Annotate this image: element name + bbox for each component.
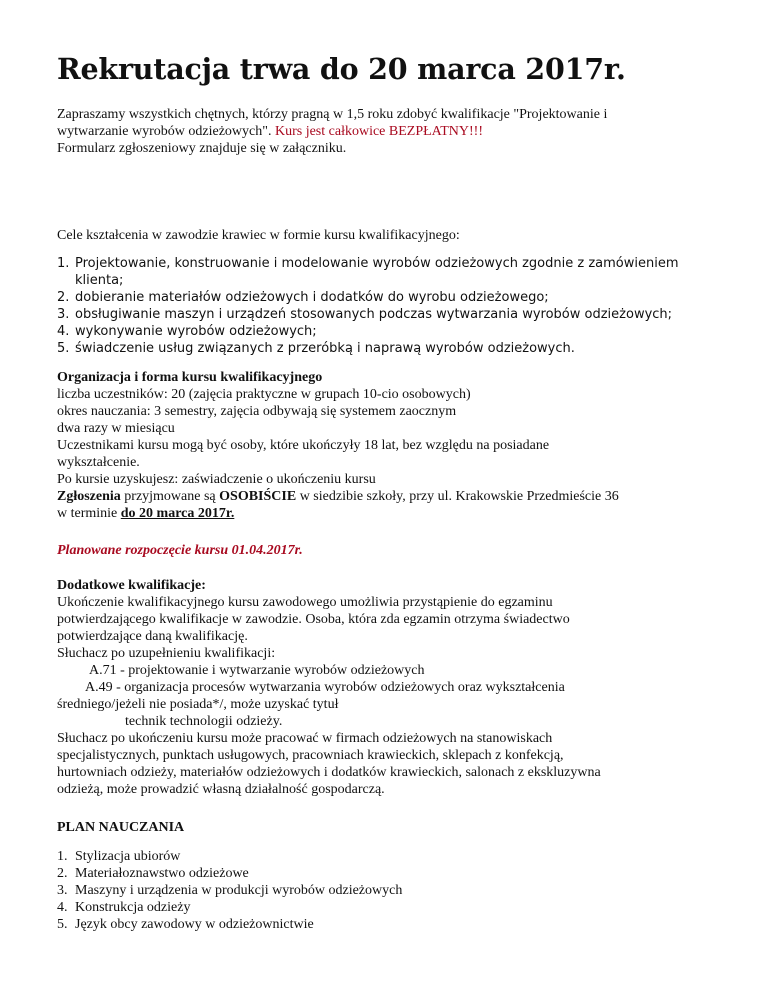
organization-line: wykształcenie. [57, 455, 140, 470]
list-item [57, 255, 717, 289]
deadline-date: do 20 marca 2017r. [120, 506, 235, 521]
intro-paragraph [57, 106, 717, 157]
page-title: Rekrutacja trwa do 20 marca 2017r. [57, 52, 626, 86]
application-text: w siedzibie szkoły, przy ul. Krakowskie Przedmieście 36 [296, 489, 619, 504]
list-number: 4. [57, 324, 70, 339]
list-number: 2. [57, 290, 70, 305]
organization-line: Po kursie uzyskujesz: zaświadczenie o ukończeniu kursu [57, 472, 376, 487]
planned-start-text: Planowane rozpoczęcie kursu 01.04.2017r. [57, 543, 303, 558]
plan-list [57, 848, 717, 933]
list-text: Projektowanie, konstruowanie i modelowanie wyrobów odzieżowych zgodnie z zamówieniem [75, 256, 679, 271]
list-text: wykonywanie wyrobów odzieżowych; [75, 324, 317, 339]
application-text: przyjmowane są [120, 489, 220, 504]
intro-line: Formularz zgłoszeniowy znajduje się w załączniku. [57, 141, 347, 156]
list-item [57, 899, 717, 916]
deadline-line [57, 505, 717, 522]
application-bold: Zgłoszenia [57, 489, 121, 504]
list-item [57, 306, 717, 323]
list-item [57, 865, 717, 882]
goals-heading: Cele kształcenia w zawodzie krawiec w formie kursu kwalifikacyjnego: [57, 228, 460, 243]
additional-line: Ukończenie kwalifikacyjnego kursu zawodowego umożliwia przystąpienie do egzaminu [57, 595, 553, 610]
list-text: świadczenie usług związanych z przeróbką i naprawą wyrobów odzieżowych. [75, 341, 575, 356]
list-item [57, 916, 717, 933]
list-text: Maszyny i urządzenia w produkcji wyrobów odzieżowych [75, 883, 403, 898]
additional-line: Słuchacz po ukończeniu kursu może pracować w firmach odzieżowych na stanowiskach [57, 731, 553, 746]
organization-heading: Organizacja i forma kursu kwalifikacyjnego [57, 370, 323, 385]
list-number: 5. [57, 917, 68, 932]
additional-section [57, 577, 717, 798]
list-item [57, 340, 717, 357]
list-number: 2. [57, 866, 68, 881]
list-text-cont: klienta; [75, 273, 124, 288]
organization-line: Uczestnikami kursu mogą być osoby, które ukończyły 18 lat, bez względu na posiadane [57, 438, 550, 453]
list-number: 3. [57, 883, 68, 898]
qualification-a71: A.71 - projektowanie i wytwarzanie wyrobów odzieżowych [89, 663, 425, 678]
deadline-text: w terminie [57, 506, 121, 521]
list-text: Konstrukcja odzieży [75, 900, 191, 915]
organization-section [57, 369, 717, 522]
intro-line: Zapraszamy wszystkich chętnych, którzy pragną w 1,5 roku zdobyć kwalifikacje "Projektowanie i [57, 107, 608, 122]
list-text: Język obcy zawodowy w odzieżownictwie [75, 917, 314, 932]
qualification-a49: A.49 - organizacja procesów wytwarzania wyrobów odzieżowych oraz wykształcenia [85, 680, 565, 695]
application-line [57, 488, 717, 505]
organization-line: okres nauczania: 3 semestry, zajęcia odbywają się systemem zaocznym [57, 404, 457, 419]
additional-line: potwierdzające daną kwalifikację. [57, 629, 248, 644]
list-text: Stylizacja ubiorów [75, 849, 181, 864]
list-text: Materiałoznawstwo odzieżowe [75, 866, 249, 881]
organization-line: dwa razy w miesiącu [57, 421, 175, 436]
additional-line: hurtowniach odzieży, materiałów odzieżowych i dodatków krawieckich, salonach z ekskluzywna [57, 765, 601, 780]
list-item [57, 882, 717, 899]
additional-line: średniego/jeżeli nie posiada*/, może uzyskać tytuł [57, 697, 339, 712]
list-text: obsługiwanie maszyn i urządzeń stosowanych podczas wytwarzania wyrobów odzieżowych; [75, 307, 673, 322]
additional-line: odzieżą, może prowadzić własną działalność gospodarczą. [57, 782, 385, 797]
additional-line: specjalistycznych, punktach usługowych, pracowniach krawieckich, sklepach z konfekcją, [57, 748, 564, 763]
planned-start [57, 542, 717, 559]
list-number: 1. [57, 256, 70, 271]
technician-title: technik technologii odzieży. [125, 714, 283, 729]
intro-text: wytwarzanie wyrobów odzieżowych". [57, 124, 275, 139]
additional-line: potwierdzającego kwalifikacje w zawodzie. Osoba, która zda egzamin otrzyma świadectwo [57, 612, 570, 627]
list-item [57, 323, 717, 340]
intro-line [57, 123, 717, 140]
free-course-notice: Kurs jest całkowice BEZPŁATNY!!! [274, 124, 483, 139]
list-text: dobieranie materiałów odzieżowych i dodatków do wyrobu odzieżowego; [75, 290, 549, 305]
goals-list [57, 255, 717, 357]
list-number: 1. [57, 849, 68, 864]
additional-heading: Dodatkowe kwalifikacje: [57, 578, 206, 593]
list-number: 4. [57, 900, 68, 915]
application-bold: OSOBIŚCIE [219, 489, 297, 504]
list-number: 3. [57, 307, 70, 322]
list-item [57, 848, 717, 865]
plan-heading: PLAN NAUCZANIA [57, 820, 185, 835]
list-number: 5. [57, 341, 70, 356]
additional-line: Słuchacz po uzupełnieniu kwalifikacji: [57, 646, 276, 661]
list-item [57, 289, 717, 306]
organization-line: liczba uczestników: 20 (zajęcia praktyczne w grupach 10-cio osobowych) [57, 387, 471, 402]
